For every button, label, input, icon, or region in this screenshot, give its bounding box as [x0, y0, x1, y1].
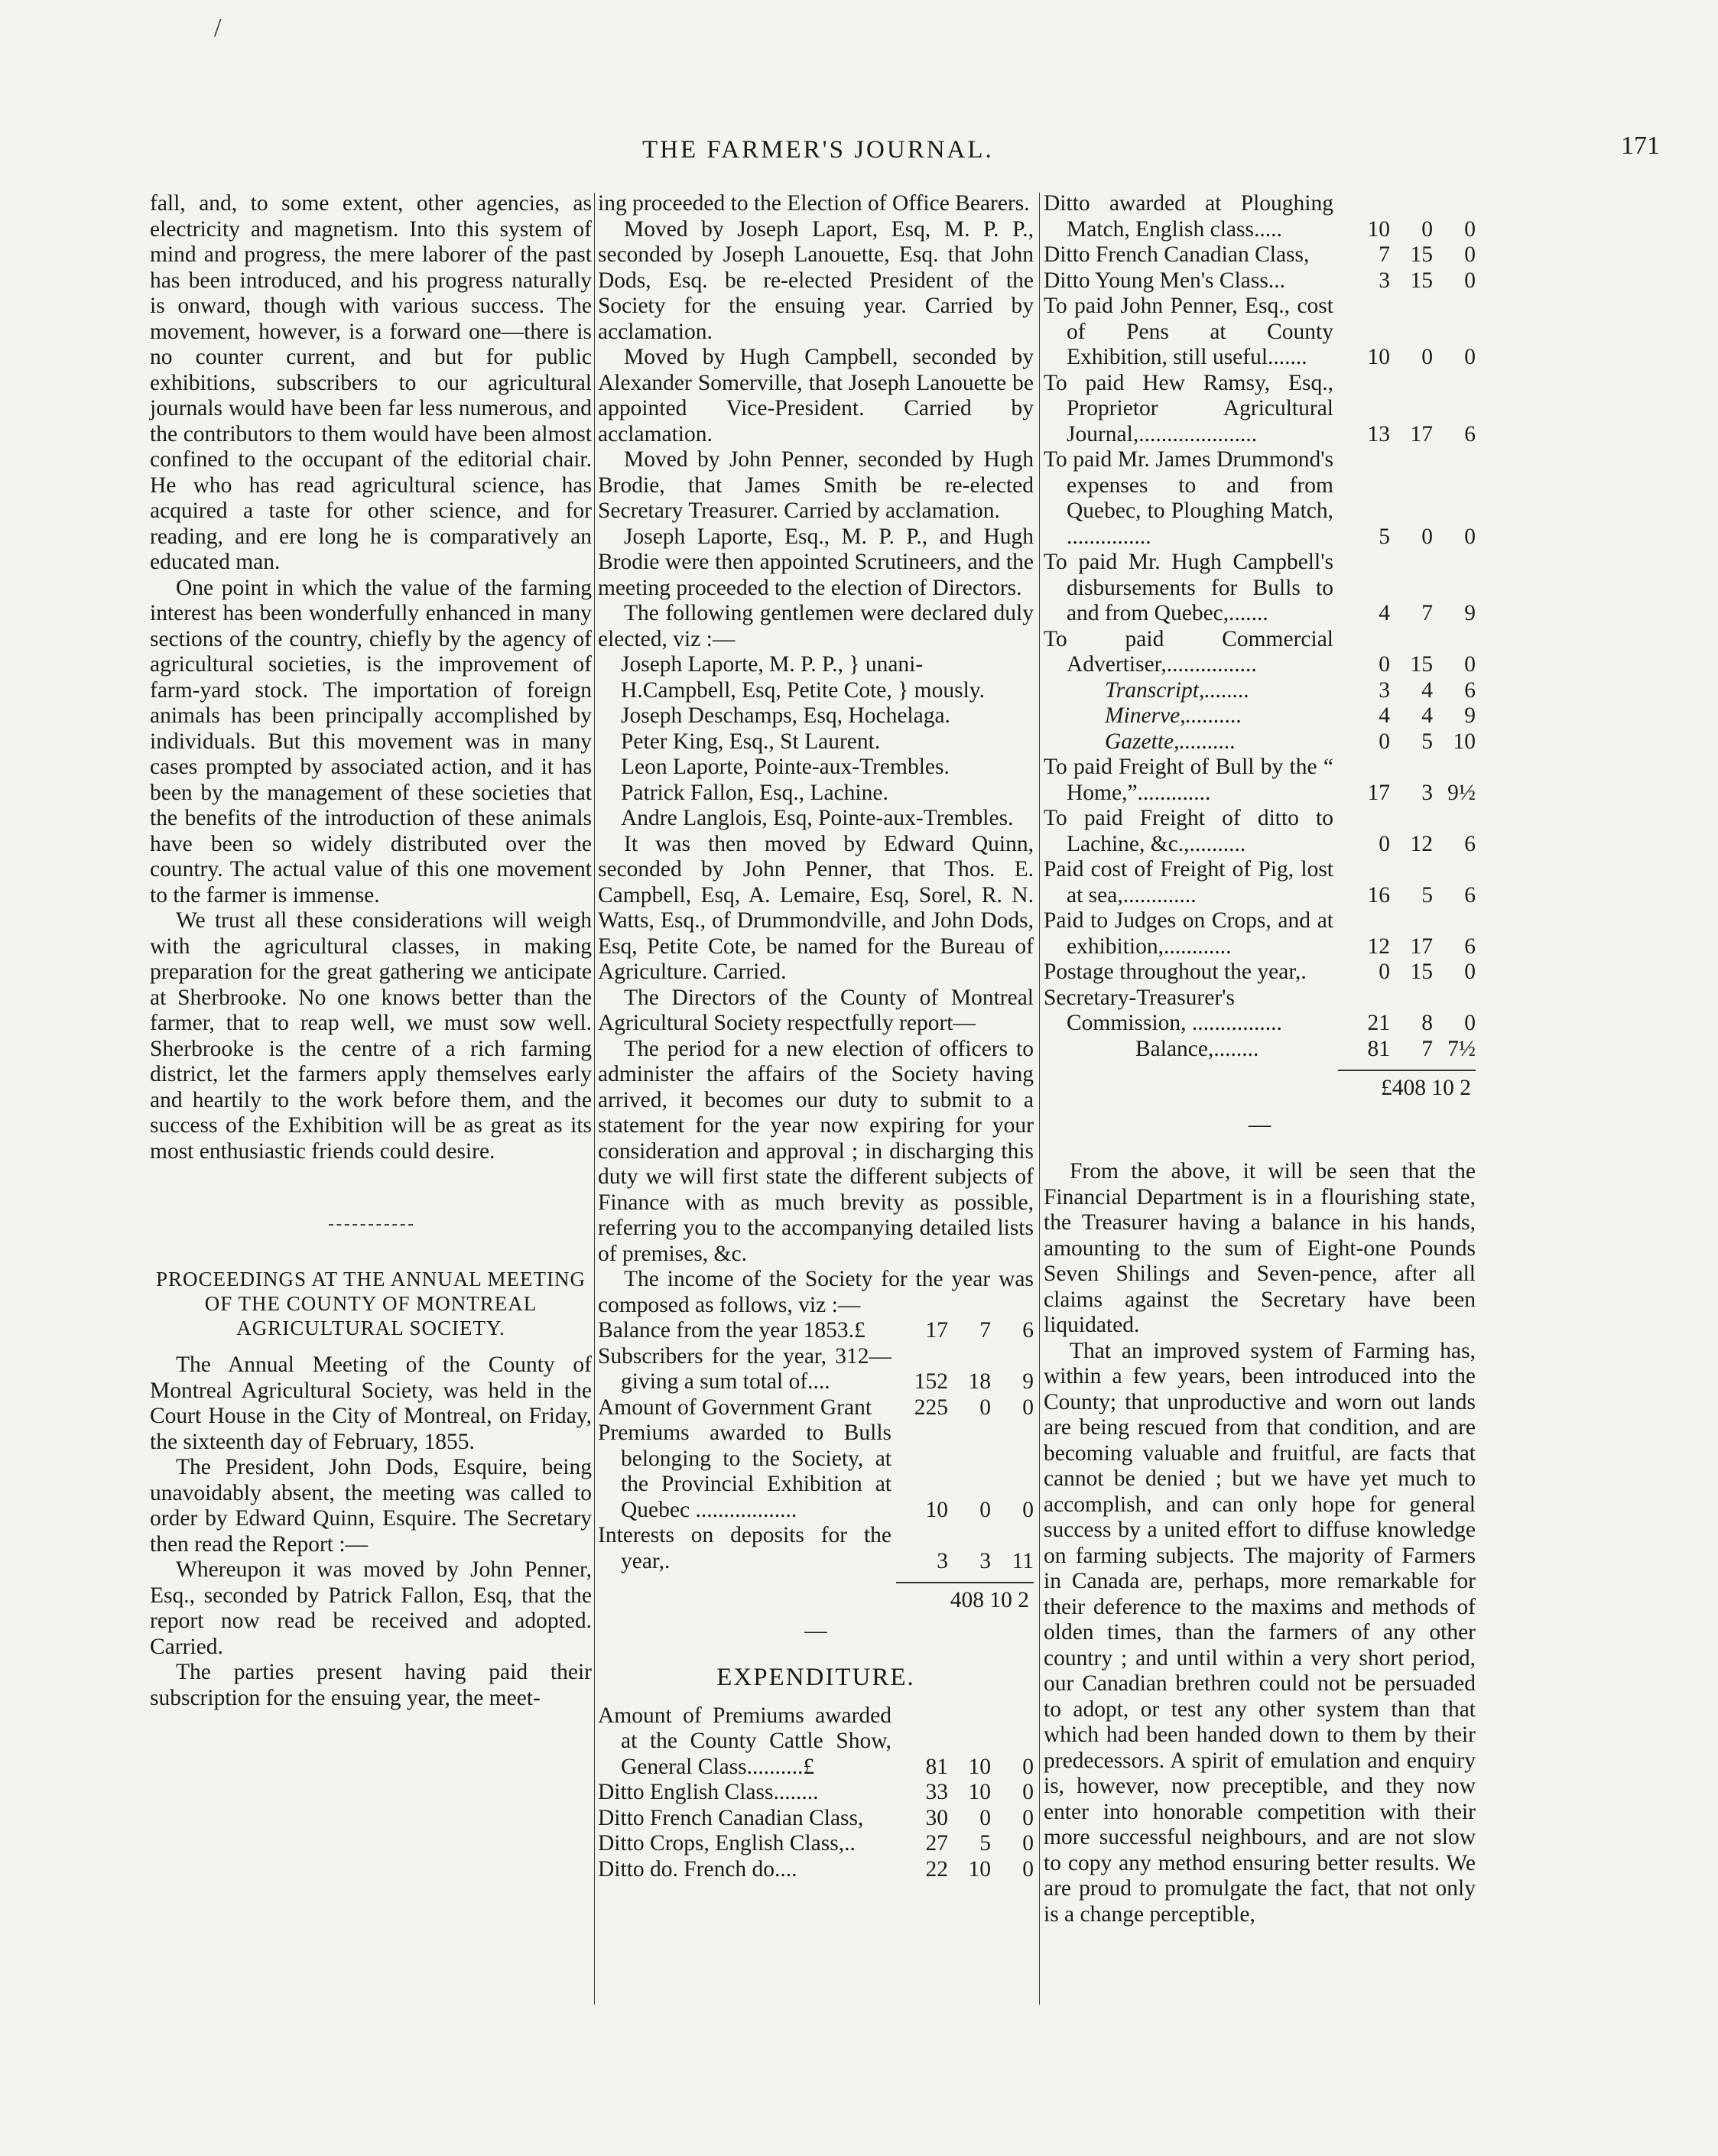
ledger-pence: 0: [1022, 1805, 1034, 1830]
ledger-desc: To paid John Penner, Esq., cost of Pens at County Exhibition, still useful.......: [1044, 294, 1333, 369]
ledger-row: [1044, 678, 1476, 704]
ledger-desc: Ditto do. French do....: [598, 1856, 797, 1882]
ledger-row: [1044, 857, 1476, 908]
ledger-shillings: 17: [1410, 934, 1433, 959]
ledger-pence: 6: [1464, 677, 1476, 703]
ledger-shillings: 0: [979, 1497, 991, 1522]
ledger-pounds: 0: [1379, 729, 1390, 754]
director-entry: Leon Laporte, Pointe-aux-Trembles.: [621, 755, 950, 779]
ledger-shillings: 0: [1421, 216, 1433, 242]
ledger-pounds: 3: [937, 1548, 948, 1573]
ledger-shillings: 7: [1421, 1036, 1433, 1061]
ledger-desc: To paid Freight of ditto to Lachine, &c.,..........: [1044, 806, 1333, 856]
ledger-pence: 6: [1464, 831, 1476, 856]
paragraph: The Annual Meeting of the County of Montreal Agricultural Society, was held in the Court House in the City of Montreal, on Friday, the sixteenth day of February, 1855.: [150, 1352, 592, 1454]
ledger-pounds: 10: [1367, 345, 1390, 369]
paragraph: We trust all these considerations will weigh with the agricultural classes, in making preparation for the great gathering we anticipate at Sherbrooke. No one knows better than the farmer, that to reap well, we must sow well. Sherbrooke is the centre of a rich farming district, let the farmers apply themselves early and heartily to the work before them, and the success of the Exhibition will be as great as its most enthusiastic friends could desire.: [150, 908, 592, 1164]
ledger-row: [598, 1831, 1034, 1857]
ledger-shillings: 8: [1421, 1011, 1433, 1035]
ledger-pence: 0: [1464, 524, 1476, 549]
ledger-shillings: 0: [979, 1395, 991, 1420]
director-entry: Joseph Deschamps, Esq, Hochelaga.: [621, 703, 950, 728]
ledger-row: [1044, 703, 1476, 729]
expenditure-heading: EXPENDITURE.: [716, 1664, 915, 1691]
ledger-shillings: 12: [1410, 831, 1433, 856]
paragraph: The parties present having paid their subscription for the ensuing year, the meet-: [150, 1660, 592, 1710]
ledger-pounds: 4: [1379, 703, 1390, 728]
dash-separator: —: [804, 1618, 827, 1643]
ledger-pounds: 10: [1367, 216, 1390, 242]
ledger-pounds: 3: [1379, 677, 1390, 703]
dash-separator: —: [1248, 1112, 1271, 1137]
ledger-pounds: 3: [1379, 268, 1390, 293]
column-2: [598, 191, 1034, 1882]
paragraph: It was then moved by Edward Quinn, seconded by John Penner, that Thos. E. Campbell, Esq, A. Lemaire, Esq, Sorel, R. N. Watts, Esq., of Drummondville, and John Dods, Esq, Petite Cote, be named for the Bureau of Agriculture. Carried.: [598, 831, 1034, 984]
ledger-desc: Amount of Government Grant: [598, 1395, 872, 1420]
ledger-pence: 7½: [1447, 1036, 1476, 1061]
paragraph: Joseph Laporte, Esq., M. P. P., and Hugh Brodie were then appointed Scrutineers, and the meeting proceeded to the election of Directors.: [598, 524, 1034, 600]
running-title: THE FARMER'S JOURNAL.: [642, 136, 994, 164]
ledger-shillings: 15: [1410, 268, 1433, 293]
ledger-shillings: 15: [1410, 242, 1433, 267]
paragraph: Moved by Joseph Laport, Esq, M. P. P., seconded by Joseph Lanouette, Esq. that John Dods, Esq. be re-elected President of the Society for the ensuing year. Carried by acclamation.: [598, 216, 1034, 344]
ledger-shillings: 3: [979, 1548, 991, 1573]
ledger-row: [1044, 729, 1476, 755]
column-3: [1044, 191, 1476, 1927]
separator-rule: [329, 1224, 413, 1226]
ledger-desc: Ditto Crops, English Class,..: [598, 1831, 856, 1856]
paragraph: Moved by John Penner, seconded by Hugh Brodie, that James Smith be re-elected Secretary Treasurer. Carried by acclamation.: [598, 447, 1034, 523]
ledger-shillings: 15: [1410, 652, 1433, 677]
ledger-pence: 6: [1464, 882, 1476, 908]
ledger-pence: 0: [1464, 216, 1476, 242]
ledger-desc: Interests on deposits for the year,.: [598, 1523, 891, 1573]
expenditure-table-continued: [1044, 191, 1476, 1062]
ledger-desc: Subscribers for the year, 312— giving a sum total of....: [598, 1343, 891, 1394]
ledger-pounds: 17: [925, 1318, 948, 1343]
column-rule-left: [594, 193, 595, 2005]
ledger-row: [1044, 242, 1476, 268]
ledger-row: [1044, 959, 1476, 985]
running-head: [0, 132, 1718, 167]
ledger-pence: 0: [1022, 1856, 1034, 1882]
ledger-pounds: 16: [1367, 882, 1390, 908]
ledger-pounds: 152: [914, 1369, 948, 1394]
ledger-pence: 0: [1022, 1754, 1034, 1779]
ledger-row: [1044, 985, 1476, 1037]
ledger-pounds: 10: [925, 1497, 948, 1522]
ledger-shillings: 7: [979, 1318, 991, 1343]
ledger-pounds: 30: [925, 1805, 948, 1830]
spacer: [150, 1164, 592, 1213]
income-table: [598, 1318, 1034, 1574]
ledger-pounds: 0: [1379, 959, 1390, 984]
ledger-row: [1044, 1037, 1476, 1063]
ledger-pounds: 0: [1379, 652, 1390, 677]
paragraph: Moved by Hugh Campbell, seconded by Alexander Somerville, that Joseph Lanouette be appointed Vice-President. Carried by acclamation.: [598, 345, 1034, 446]
paragraph: The income of the Society for the year was composed as follows, viz :—: [598, 1267, 1034, 1317]
ledger-pence: 0: [1022, 1497, 1034, 1522]
ledger-shillings: 0: [979, 1805, 991, 1830]
ledger-shillings: 5: [1421, 729, 1433, 754]
ledger-desc: Ditto French Canadian Class,: [598, 1805, 864, 1830]
ledger-pence: 6: [1464, 934, 1476, 959]
ledger-pounds: 21: [1367, 1011, 1390, 1035]
ledger-row: [1044, 294, 1476, 371]
ledger-row: [1044, 806, 1476, 857]
ledger-shillings: 4: [1421, 703, 1433, 728]
ledger-pounds: 0: [1379, 831, 1390, 856]
income-total: 408 10 2: [950, 1588, 1029, 1612]
ledger-row: [1044, 447, 1476, 550]
ledger-row: [598, 1780, 1034, 1806]
paragraph: Whereupon it was moved by John Penner, Esq., seconded by Patrick Fallon, Esq, that the report now read be received and adopted. Carried.: [150, 1557, 592, 1659]
ledger-pence: 9½: [1447, 780, 1476, 805]
ledger-row: [1044, 550, 1476, 627]
ledger-pence: 11: [1012, 1548, 1034, 1573]
ledger-pence: 0: [1464, 242, 1476, 267]
ledger-desc: To paid Mr. Hugh Campbell's disbursements for Bulls to and from Quebec,.......: [1044, 550, 1333, 625]
ledger-row: [1044, 908, 1476, 959]
ledger-row: [1044, 371, 1476, 448]
ledger-pounds: 4: [1379, 601, 1390, 625]
ledger-shillings: 15: [1410, 959, 1433, 984]
ledger-pence: 6: [1464, 421, 1476, 446]
ledger-desc: To paid Mr. James Drummond's expenses to and from Quebec, to Ploughing Match, ...............: [1044, 447, 1333, 549]
ledger-pounds: 81: [925, 1754, 948, 1779]
ledger-pence: 10: [1453, 729, 1476, 754]
ledger-pounds: 17: [1367, 780, 1390, 805]
total-rule: [896, 1582, 1034, 1583]
ledger-desc: To paid Freight of Bull by the “ Home,”.............: [1044, 755, 1333, 805]
ledger-desc: To paid Hew Ramsy, Esq., Proprietor Agricultural Journal,.....................: [1044, 370, 1333, 446]
ledger-pence: 0: [1464, 1011, 1476, 1035]
ledger-desc: Ditto awarded at Ploughing Match, English class.....: [1044, 191, 1333, 242]
ledger-pounds: 27: [925, 1831, 948, 1856]
ledger-row: [598, 1421, 1034, 1523]
ledger-desc: Ditto Young Men's Class...: [1044, 268, 1285, 293]
ledger-desc: Premiums awarded to Bulls belonging to the Society, at the Provincial Exhibition at Quebec ..................: [598, 1421, 891, 1522]
ledger-row: [598, 1857, 1034, 1883]
total-rule: [1338, 1070, 1476, 1071]
ledger-pence: 0: [1464, 345, 1476, 369]
ledger-pence: 0: [1464, 268, 1476, 293]
ledger-desc: To paid Commercial Advertiser,................: [1044, 626, 1333, 677]
ledger-pence: 6: [1022, 1318, 1034, 1343]
ledger-pounds: 13: [1367, 421, 1390, 446]
ledger-row: [598, 1395, 1034, 1421]
ledger-row: [1044, 191, 1476, 242]
paragraph: fall, and, to some extent, other agencies, as electricity and magnetism. Into this system of mind and progress, the mere laborer of the past has been introduced, and his progress naturally is onward, though with various success. The movement, however, is a forward one—there is no counter current, and but for public exhibitions, subscribers to our agricultural journals would have been far less numerous, and the contributors to them would have been almost confined to the occupant of the editorial chair. He who has read agricultural science, has acquired a taste for other science, and for reading, and ere long he is comparatively an educated man.: [150, 191, 592, 574]
ledger-pence: 0: [1022, 1780, 1034, 1804]
ledger-desc: Transcript,........: [1105, 677, 1250, 703]
page-number: 171: [1621, 132, 1660, 160]
ledger-pounds: 33: [925, 1780, 948, 1804]
ledger-row: [598, 1318, 1034, 1344]
paragraph: The period for a new election of officers to administer the affairs of the Society having arrived, it becomes our duty to submit to a statement for the year now expiring for your consideration and approval ; in discharging this duty we will first state the different subjects of Finance with as much brevity as possible, referring you to the accompanying detailed lists of premises, &c.: [598, 1036, 1034, 1266]
column-1: [150, 191, 592, 1711]
paragraph: From the above, it will be seen that the Financial Department is in a flourishing state, the Treasurer having a balance in his hands, amounting to the sum of Eight-one Pounds Seven Shilings and Seven-pence, after all claims against the Secretary have been liquidated.: [1044, 1159, 1476, 1337]
ledger-pence: 0: [1022, 1395, 1034, 1420]
ledger-row: [598, 1523, 1034, 1574]
paragraph: That an improved system of Farming has, within a few years, been introduced into the County; that unproductive and worn out lands are being rescued from that condition, and are becoming valuable and fruitful, are facts that cannot be denied ; but we have yet much to accomplish, and can only hope for general success by a united effort to diffuse knowledge on farming subjects. The majority of Farmers in Canada are, perhaps, more remarkable for their deference to the maxims and methods of olden times, than the farmers of any other country ; and until within a very short period, our Canadian brethren could not be persuaded to adopt, or test any other system than that which had been handed down to them by their predecessors. A spirit of emulation and enquiry is, however, now preceptible, and they now enter into honorable competition with their more successful neighbours, and are not slow to copy any method ensuring better results. We are proud to promulgate the fact, that not only is a change perceptible,: [1044, 1338, 1476, 1927]
ledger-row: [1044, 755, 1476, 806]
ledger-row: [598, 1806, 1034, 1832]
ledger-desc: Postage throughout the year,.: [1044, 959, 1307, 984]
ledger-shillings: 3: [1421, 780, 1433, 805]
ledger-desc: Amount of Premiums awarded at the County Cattle Show, General Class..........£: [598, 1703, 891, 1779]
director-entry: Joseph Laporte, M. P. P., } unani-: [621, 652, 924, 677]
ledger-shillings: 18: [968, 1369, 991, 1394]
directors-list: [598, 652, 1034, 832]
ledger-desc: Balance from the year 1853.£: [598, 1318, 865, 1343]
ledger-shillings: 0: [1421, 345, 1433, 369]
column-rule-right: [1039, 193, 1040, 2005]
expenditure-table: [598, 1703, 1034, 1883]
ledger-pence: 0: [1464, 959, 1476, 984]
expenditure-total: £408 10 2: [1381, 1076, 1471, 1100]
ledger-row: [1044, 627, 1476, 678]
director-entry: Peter King, Esq., St Laurent.: [621, 729, 881, 754]
ledger-shillings: 10: [968, 1780, 991, 1804]
ledger-desc: Minerve,..........: [1105, 703, 1242, 728]
ledger-shillings: 17: [1410, 421, 1433, 446]
stray-pen-mark: /: [214, 14, 222, 42]
ledger-pounds: 7: [1379, 242, 1390, 267]
paragraph: The Directors of the County of Montreal Agricultural Society respectfully report—: [598, 985, 1034, 1035]
ledger-desc: Paid to Judges on Crops, and at exhibition,............: [1044, 908, 1333, 959]
ledger-pence: 9: [1464, 703, 1476, 728]
ledger-pence: 0: [1464, 652, 1476, 677]
paragraph: One point in which the value of the farming interest has been wonderfully enhanced in many sections of the country, chiefly by the agency of agricultural societies, is the improvement of farm-yard stock. The importation of foreign animals has been principally accomplished by individuals. But this movement was in many cases prompted by associated action, and it has been by the management of these societies that the benefits of the introduction of these animals have been so widely distributed over the country. The actual value of this one movement to the farmer is immense.: [150, 575, 592, 908]
ledger-desc: Paid cost of Freight of Pig, lost at sea,.............: [1044, 857, 1333, 908]
ledger-desc: Ditto English Class........: [598, 1780, 819, 1804]
ledger-pounds: 81: [1367, 1036, 1390, 1061]
ledger-pence: 9: [1022, 1369, 1034, 1394]
ledger-row: [598, 1344, 1034, 1395]
ledger-pounds: 12: [1367, 934, 1390, 959]
ledger-pounds: 22: [925, 1856, 948, 1882]
ledger-row: [1044, 268, 1476, 294]
ledger-pence: 9: [1464, 601, 1476, 625]
ledger-shillings: 5: [979, 1831, 991, 1856]
ledger-desc: Balance,........: [1135, 1036, 1259, 1061]
ledger-pounds: 225: [914, 1395, 948, 1420]
paragraph: ing proceeded to the Election of Office Bearers.: [598, 191, 1030, 216]
ledger-shillings: 10: [968, 1754, 991, 1779]
ledger-desc: Secretary-Treasurer's Commission, ................: [1044, 985, 1282, 1035]
ledger-shillings: 5: [1421, 882, 1433, 908]
ledger-desc: Ditto French Canadian Class,: [1044, 242, 1310, 267]
ledger-pounds: 5: [1379, 524, 1390, 549]
ledger-shillings: 10: [968, 1856, 991, 1882]
director-entry: Patrick Fallon, Esq., Lachine.: [621, 780, 888, 805]
paragraph: The following gentlemen were declared duly elected, viz :—: [598, 601, 1034, 651]
ledger-shillings: 7: [1421, 601, 1433, 625]
director-entry: Andre Langlois, Esq, Pointe-aux-Trembles.: [621, 806, 1014, 830]
ledger-pence: 0: [1022, 1831, 1034, 1856]
ledger-row: [598, 1703, 1034, 1781]
ledger-shillings: 4: [1421, 677, 1433, 703]
director-entry: H.Campbell, Esq, Petite Cote, } mously.: [621, 677, 986, 703]
paragraph: The President, John Dods, Esquire, being unavoidably absent, the meeting was called to order by Edward Quinn, Esquire. The Secretary then read the Report :—: [150, 1455, 592, 1557]
section-heading: PROCEEDINGS AT THE ANNUAL MEETING OF THE COUNTY OF MONTREAL AGRICULTURAL SOCIETY.: [155, 1268, 586, 1339]
ledger-desc: Gazette,..........: [1105, 729, 1236, 754]
ledger-shillings: 0: [1421, 524, 1433, 549]
